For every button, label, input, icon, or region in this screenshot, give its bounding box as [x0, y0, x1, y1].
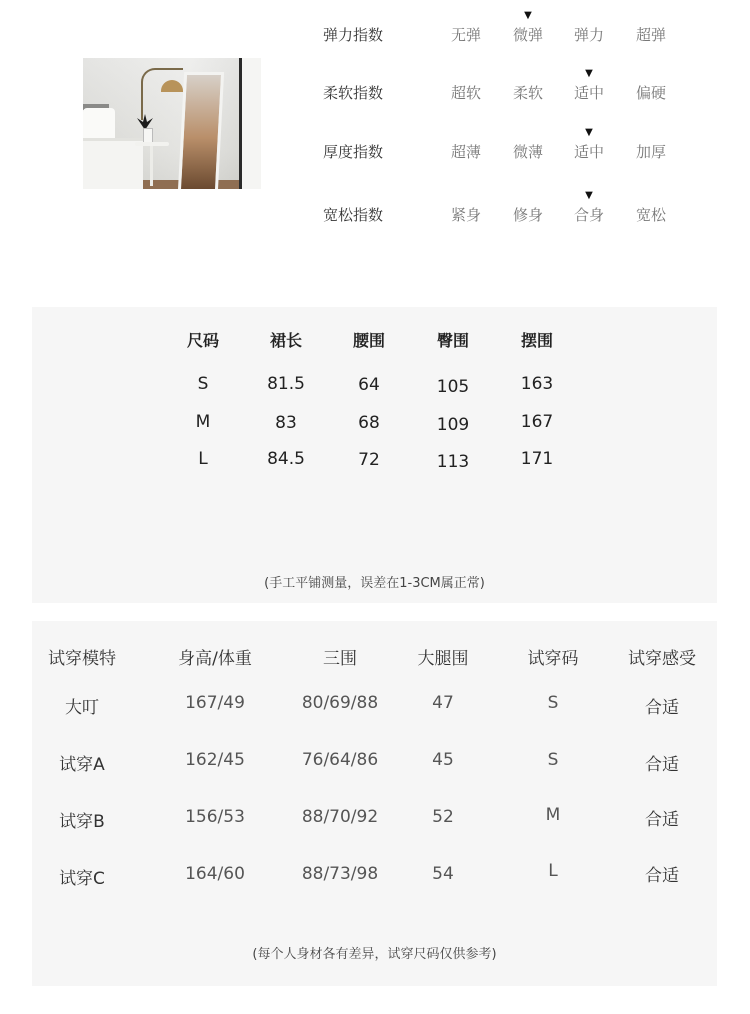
fit-cell: M	[545, 805, 561, 825]
selected-marker-icon: ▼	[585, 68, 593, 79]
index-option: 超弹	[635, 26, 666, 44]
index-label-thickness: 厚度指数	[323, 143, 384, 161]
selected-marker-icon: ▼	[585, 127, 593, 138]
size-cell: 72	[358, 450, 380, 470]
index-label-elasticity: 弹力指数	[323, 26, 384, 44]
fit-cell: S	[547, 750, 559, 770]
index-option: 微薄	[512, 143, 543, 161]
size-header-cell: 腰围	[352, 331, 385, 350]
index-option: 偏硬	[635, 84, 666, 102]
size-header-cell: 尺码	[186, 331, 219, 350]
index-option: 加厚	[635, 143, 666, 161]
product-photo	[83, 58, 261, 189]
index-option: 无弹	[450, 26, 481, 44]
size-cell: 84.5	[267, 449, 305, 469]
index-option: 弹力	[573, 26, 604, 44]
fit-cell: S	[547, 693, 559, 713]
fit-header-cell: 试穿感受	[628, 649, 696, 669]
size-table-note: (手工平铺测量，误差在1-3CM属正常)	[264, 576, 485, 591]
index-option: 合身	[573, 206, 604, 224]
fit-cell: 80/69/88	[301, 693, 379, 713]
fit-header-cell: 试穿码	[527, 649, 579, 669]
size-cell: M	[195, 412, 211, 432]
fit-cell: 试穿B	[59, 812, 105, 832]
index-option: 柔软	[512, 84, 543, 102]
size-cell: 113	[436, 452, 470, 472]
size-cell: 83	[275, 413, 297, 433]
size-cell: 64	[358, 375, 380, 395]
size-header-cell: 摆围	[520, 331, 553, 350]
fit-header-cell: 身高/体重	[178, 649, 252, 669]
index-option: 紧身	[450, 206, 481, 224]
size-header-cell: 臀围	[436, 331, 469, 350]
fit-cell: 47	[432, 693, 454, 713]
photo-lamp-arm	[141, 68, 183, 120]
size-cell: L	[198, 449, 208, 469]
fit-cell: L	[548, 861, 558, 881]
fit-cell: 试穿C	[59, 869, 105, 889]
index-option: 微弹	[512, 26, 543, 44]
fit-cell: 试穿A	[59, 755, 105, 775]
fit-cell: 88/70/92	[301, 807, 379, 827]
index-option: 修身	[512, 206, 543, 224]
fit-cell: 162/45	[185, 750, 245, 770]
photo-door	[239, 58, 261, 189]
fit-cell: 88/73/98	[301, 864, 379, 884]
index-option: 宽松	[635, 206, 666, 224]
photo-mirror	[178, 72, 224, 189]
index-option: 超软	[450, 84, 481, 102]
fit-cell: 156/53	[185, 807, 245, 827]
photo-side-table-leg	[150, 146, 153, 186]
fit-cell: 合适	[645, 810, 679, 830]
selected-marker-icon: ▼	[585, 190, 593, 201]
size-header-cell: 裙长	[269, 331, 302, 350]
size-cell: 105	[436, 377, 470, 397]
fit-cell: 合适	[645, 866, 679, 886]
size-cell: S	[197, 374, 209, 394]
photo-bed	[83, 138, 143, 189]
size-cell: 163	[520, 374, 554, 394]
fit-header-cell: 三围	[323, 649, 357, 669]
fit-cell: 167/49	[185, 693, 245, 713]
size-cell: 68	[358, 413, 380, 433]
fit-table-panel	[32, 621, 717, 986]
fit-cell: 大叮	[65, 698, 99, 718]
size-cell: 109	[436, 415, 470, 435]
index-label-looseness: 宽松指数	[323, 206, 384, 224]
index-option: 适中	[573, 143, 604, 161]
size-cell: 171	[520, 449, 554, 469]
fit-cell: 45	[432, 750, 454, 770]
size-cell: 167	[520, 412, 554, 432]
fit-header-cell: 大腿围	[417, 649, 469, 669]
index-option: 适中	[573, 84, 604, 102]
size-cell: 81.5	[267, 374, 305, 394]
fit-cell: 76/64/86	[301, 750, 379, 770]
photo-pillow	[83, 108, 115, 142]
fit-cell: 54	[432, 864, 454, 884]
fit-table-note: (每个人身材各有差异，试穿尺码仅供参考)	[252, 947, 497, 962]
fit-cell: 164/60	[185, 864, 245, 884]
selected-marker-icon: ▼	[524, 10, 532, 21]
fit-cell: 合适	[645, 698, 679, 718]
size-table-panel	[32, 307, 717, 603]
fit-cell: 52	[432, 807, 454, 827]
fit-cell: 合适	[645, 755, 679, 775]
index-option: 超薄	[450, 143, 481, 161]
fit-header-cell: 试穿模特	[48, 649, 116, 669]
index-label-softness: 柔软指数	[323, 84, 384, 102]
